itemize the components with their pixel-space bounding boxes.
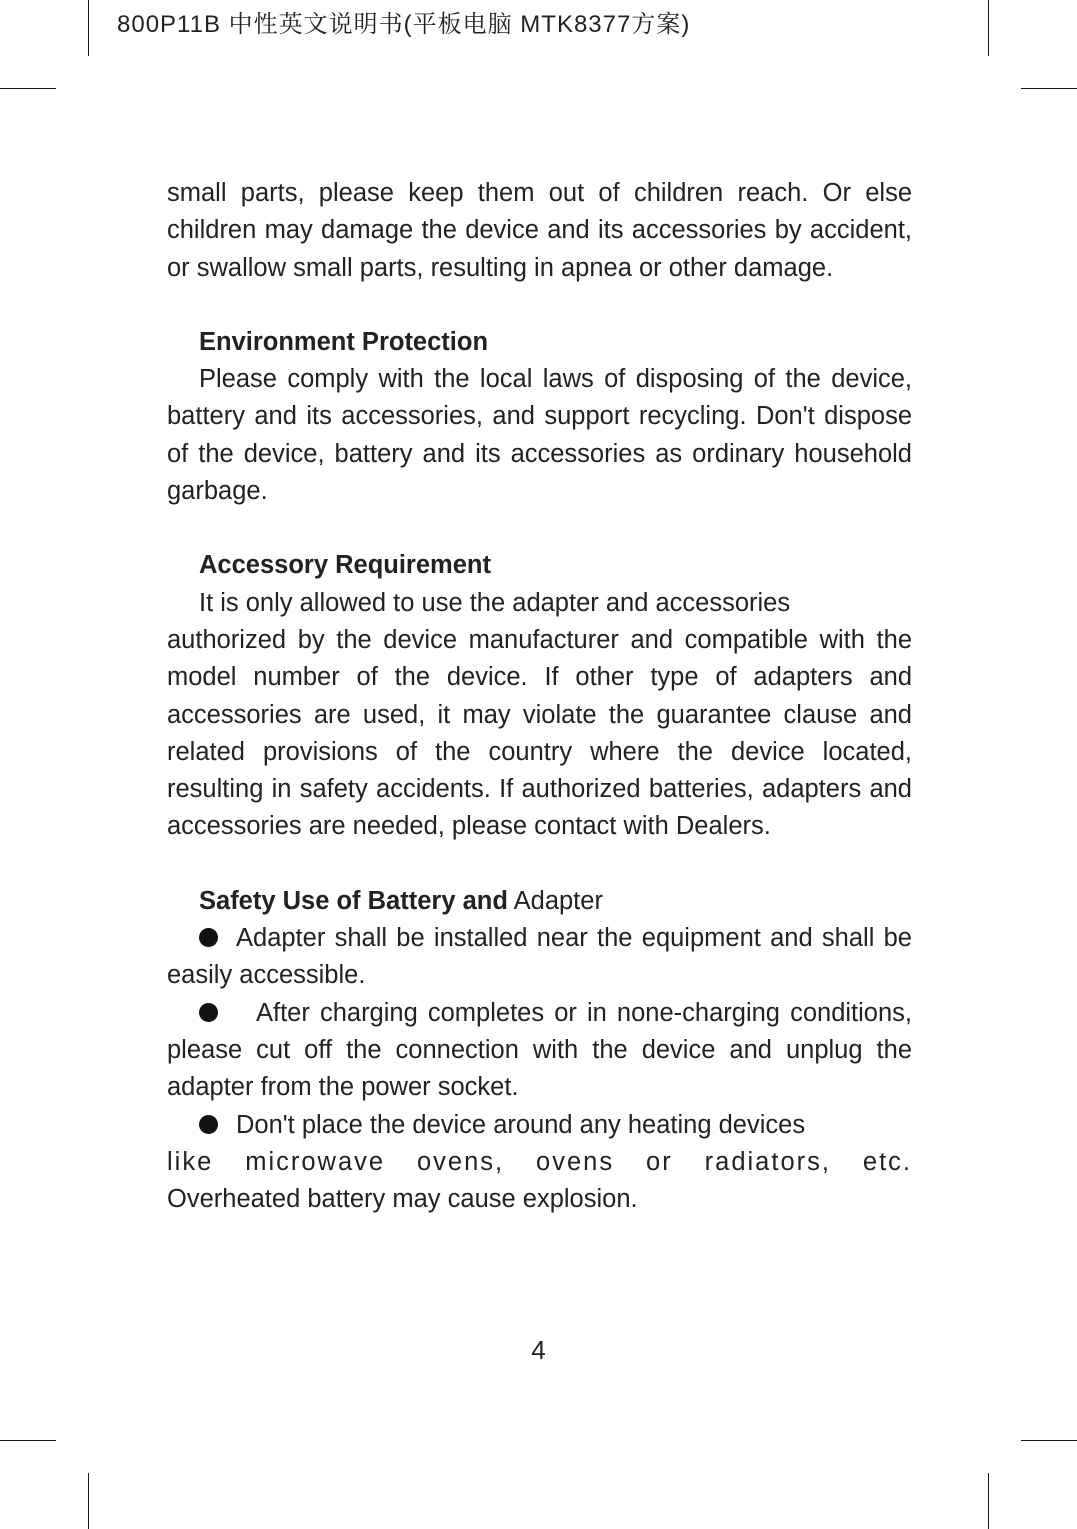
bullet-text: Adapter shall be installed near the equipment and shall be easily accessible. <box>167 924 912 990</box>
bullet-icon <box>199 1003 218 1022</box>
bullet-continuation <box>167 1144 912 1181</box>
crop-mark-right-upper <box>1021 88 1077 89</box>
bullet-text-line2: like microwave ovens, ovens or radiators, etc. <box>167 1147 912 1176</box>
battery-heading-bold: Safety Use of Battery and <box>199 886 508 915</box>
accessory-paragraph: authorized by the device manufacturer and compatible with the model number of the device. If other type of adapters and accessories are used, it may violate the guarantee clause and related provisions of the country where the device located, resulting in safety accidents. If authorized batteries, adapters and accessories are needed, please contact with Dealers. <box>167 625 912 841</box>
bullet-icon <box>199 1115 218 1134</box>
spacer <box>167 287 912 324</box>
battery-heading-rest: Adapter <box>513 886 603 915</box>
spacer <box>167 846 912 883</box>
document-header: 800P11B 中性英文说明书(平板电脑 MTK8377方案) <box>117 11 691 38</box>
crop-mark-right-lower <box>1021 1440 1077 1441</box>
crop-mark-top-right <box>988 0 989 56</box>
bullet-item <box>167 995 912 1107</box>
battery-heading <box>167 883 912 920</box>
intro-paragraph: small parts, please keep them out of children reach. Or else children may damage the device and its accessories by accident, or swallow small parts, resulting in apnea or other damage. <box>167 179 912 282</box>
accessory-first-line: It is only allowed to use the adapter and accessories <box>199 588 791 617</box>
bullet-continuation: Overheated battery may cause explosion. <box>167 1185 638 1214</box>
environment-heading: Environment Protection <box>199 327 489 356</box>
bullet-icon <box>199 928 218 947</box>
bullet-item <box>167 920 912 995</box>
crop-mark-bottom-right <box>988 1473 989 1529</box>
bullet-text: After charging completes or in none-charging conditions, please cut off the connection with the device and unplug the adapter from the power socket. <box>167 998 912 1102</box>
crop-mark-top-left <box>88 0 89 56</box>
spacer <box>167 510 912 547</box>
accessory-heading: Accessory Requirement <box>199 551 491 580</box>
crop-mark-left-lower <box>0 1440 56 1441</box>
bullet-text: Don't place the device around any heating devices <box>236 1110 806 1139</box>
crop-mark-left-upper <box>0 88 56 89</box>
crop-mark-bottom-left <box>88 1473 89 1529</box>
page-number: 4 <box>531 1335 546 1365</box>
environment-paragraph: Please comply with the local laws of disposing of the device, battery and its accessories, and support recycling. Don't dispose of the device, battery and its accessories as ordinary household garbage. <box>167 365 912 506</box>
page-content <box>167 175 912 1218</box>
bullet-item <box>167 1107 912 1144</box>
